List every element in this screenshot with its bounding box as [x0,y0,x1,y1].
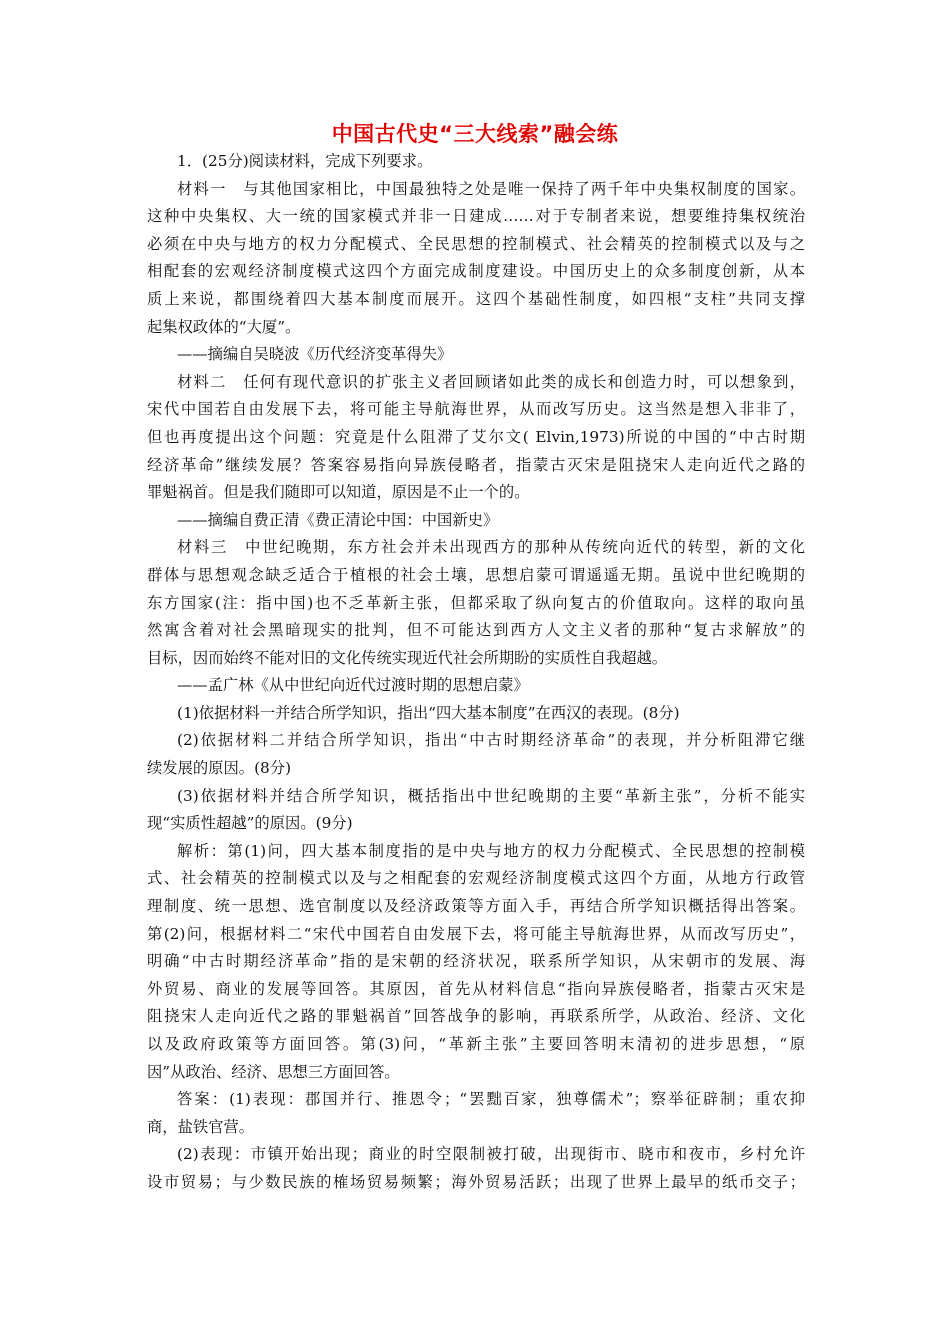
text-line: 答案：(1)表现：郡国并行、推恩令；“罢黜百家，独尊儒术”；察举征辟制；重农抑 [177,1090,805,1109]
text-line: (2)依据材料二并结合所学知识，指出“中古时期经济革命”的表现，并分析阻滞它继 [177,731,805,750]
document-title: 中国古代史“三大线索”融会练 [331,122,619,146]
text-line: 明确“中古时期经济革命”指的是宋朝的经济状况，联系所学知识，从宋朝市的发展、海 [147,952,805,971]
text-line: 1．(25分)阅读材料，完成下列要求。 [177,152,433,170]
text-line: 阻挠宋人走向近代之路的罪魁祸首”回答战争的影响，再联系所学，从政治、经济、文化 [147,1007,805,1026]
document-body [147,148,805,1197]
text-line: 质上来说，都围绕着四大基本制度而展开。这四个基础性制度，如四根“支柱”共同支撑 [147,289,805,308]
text-line: 续发展的原因。(8分) [147,759,292,778]
text-line: 宋代中国若自由发展下去，将可能主导航海世界，从而改写历史。这当然是想入非非了， [147,400,805,419]
text-line: 然寓含着对社会黑暗现实的批判，但不可能达到西方人文主义者的那种“复古求解放”的 [147,621,805,640]
text-line: 以及政府政策等方面回答。第(3)问，“革新主张”主要回答明末清初的进步思想，“原 [147,1035,805,1053]
text-line: 相配套的宏观经济制度模式这四个方面完成制度建设。中国历史上的众多制度创新，从本 [147,262,805,281]
text-line: 材料三 中世纪晚期，东方社会并未出现西方的那种从传统向近代的转型，新的文化 [177,538,805,557]
text-line: (1)依据材料一并结合所学知识，指出“四大基本制度”在西汉的表现。(8分) [177,703,680,722]
text-line: 起集权政体的“大厦”。 [147,317,301,336]
text-line: 材料二 任何有现代意识的扩张主义者回顾诸如此类的成长和创造力时，可以想象到， [177,372,805,391]
text-line: 必须在中央与地方的权力分配模式、全民思想的控制模式、社会精英的控制模式以及与之 [147,234,805,253]
text-line: 目标，因而始终不能对旧的文化传统实现近代社会所期盼的实质性自我超越。 [147,648,668,667]
text-line: (3)依据材料并结合所学知识，概括指出中世纪晚期的主要“革新主张”，分析不能实 [177,786,805,805]
text-line: 材料一 与其他国家相比，中国最独特之处是唯一保持了两千年中央集权制度的国家。 [177,179,805,198]
text-line: 群体与思想观念缺乏适合于植根的社会土壤，思想启蒙可谓遥遥无期。虽说中世纪晚期的 [147,565,805,584]
text-line: ——摘编自吴晓波《历代经济变革得失》 [177,345,453,364]
text-line: 第(2)问，根据材料二“宋代中国若自由发展下去，将可能主导航海世界，从而改写历史”， [147,924,805,943]
text-line: 商，盐铁官营。 [147,1117,255,1136]
text-line: ——摘编自费正清《费正清论中国：中国新史》 [177,510,499,529]
text-line: 但也再度提出这个问题：究竟是什么阻滞了艾尔文( Elvin,1973)所说的中国的“中古时期 [147,427,805,446]
text-line: 罪魁祸首。但是我们随即可以知道，原因是不止一个的。 [147,483,530,502]
text-line: 东方国家(注：指中国)也不乏革新主张，但都采取了纵向复古的价值取向。这样的取向虽 [147,593,805,612]
text-line: 设市贸易；与少数民族的榷场贸易频繁；海外贸易活跃；出现了世界上最早的纸币交子； [147,1172,805,1191]
text-line: ——孟广林《从中世纪向近代过渡时期的思想启蒙》 [177,676,529,695]
text-line: 经济革命”继续发展？答案容易指向异族侵略者，指蒙古灭宋是阻挠宋人走向近代之路的 [147,455,805,474]
text-line: 外贸易、商业的发展等回答。其原因，首先从材料信息“指向异族侵略者，指蒙古灭宋是 [147,979,805,998]
text-line: 式、社会精英的控制模式以及与之相配套的宏观经济制度模式这四个方面，从地方行政管 [147,869,805,888]
text-line: 理制度、统一思想、选官制度以及经济政策等方面入手，再结合所学知识概括得出答案。 [147,897,805,916]
text-line: (2)表现：市镇开始出现；商业的时空限制被打破，出现街市、晓市和夜市，乡村允许 [177,1145,805,1164]
text-line: 现“实质性超越”的原因。(9分) [147,814,353,833]
text-line: 这种中央集权、大一统的国家模式并非一日建成……对于专制者来说，想要维持集权统治 [147,207,805,226]
text-line: 因”从政治、经济、思想三方面回答。 [147,1062,400,1081]
text-line: 解析：第(1)问，四大基本制度指的是中央与地方的权力分配模式、全民思想的控制模 [177,841,805,860]
